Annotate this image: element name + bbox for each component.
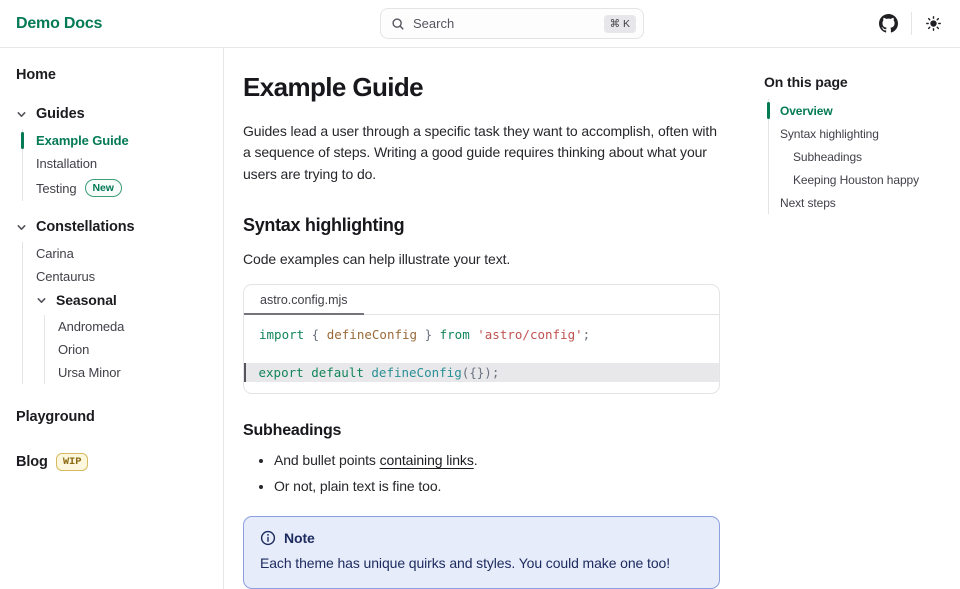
chevron-down-icon [36, 295, 47, 306]
theme-toggle-button[interactable] [923, 13, 944, 34]
github-link[interactable] [877, 12, 900, 35]
site-header [0, 0, 960, 48]
code-token: { [304, 327, 327, 343]
code-content [244, 315, 719, 393]
toc-item-subheadings[interactable]: Subheadings [793, 149, 862, 164]
bullet-text: . [473, 452, 478, 469]
code-line-blank [244, 344, 719, 363]
code-token: 'astro/config' [469, 327, 583, 343]
code-token: from [439, 327, 470, 343]
code-token: ; [582, 327, 591, 343]
sidebar-item-testing[interactable] [23, 175, 213, 201]
search-icon [391, 17, 405, 31]
sidebar-group-constellations-toggle[interactable] [16, 215, 213, 239]
page-title: Example Guide [243, 72, 424, 102]
sidebar-item-playground[interactable]: Playground [16, 409, 95, 425]
search-button[interactable] [380, 8, 644, 39]
search-shortcut: ⌘ K [604, 15, 636, 33]
sidebar-item-installation[interactable]: Installation [36, 156, 97, 171]
github-icon [879, 14, 898, 33]
sidebar-item-carina[interactable]: Carina [36, 246, 74, 261]
header-divider [911, 12, 912, 35]
bullet-item: • Or not, plain text is fine too. [274, 478, 720, 494]
code-token: defineConfig [371, 365, 462, 381]
main-content [224, 48, 748, 589]
note-title: Note [284, 530, 315, 547]
code-tab-filename[interactable]: astro.config.mjs [244, 285, 364, 315]
sidebar-item-home[interactable]: Home [16, 67, 56, 83]
sidebar-item-orion[interactable]: Orion [58, 342, 90, 357]
sidebar-item-andromeda[interactable]: Andromeda [58, 319, 125, 334]
info-icon [260, 530, 276, 546]
wip-badge: WIP [56, 453, 89, 471]
code-line-1 [244, 325, 719, 344]
sidebar-item-label: Blog [16, 454, 48, 470]
sidebar-group-label: Seasonal [56, 292, 117, 308]
toc-heading: On this page [764, 74, 848, 90]
bullet-item [274, 452, 720, 468]
sun-icon [925, 15, 942, 32]
note-body: Each theme has unique quirks and styles. You could make one too! [260, 555, 670, 572]
search-label: Search [413, 16, 455, 31]
bullet-text: And bullet points [274, 452, 380, 469]
app-layout [0, 48, 960, 572]
code-line-highlighted [244, 363, 719, 382]
new-badge: New [85, 179, 122, 197]
note-title-row [260, 530, 703, 546]
code-token: default [311, 365, 364, 381]
code-tab-bar [244, 285, 719, 315]
toc-item-next-steps[interactable]: Next steps [780, 195, 836, 210]
sidebar-group-guides-toggle[interactable] [16, 102, 213, 126]
section-heading-subheadings: Subheadings [243, 422, 342, 440]
toc-list [768, 99, 948, 214]
toc-item-overview[interactable]: Overview [769, 99, 948, 122]
code-block [243, 284, 720, 394]
sidebar-group-seasonal-toggle[interactable] [23, 288, 213, 312]
chevron-down-icon [16, 109, 27, 120]
code-token: } [417, 327, 440, 343]
code-token: import [259, 327, 305, 343]
syntax-intro-paragraph: Code examples can help illustrate your text. [243, 250, 511, 267]
header-actions [877, 12, 944, 35]
sidebar-group-guides [16, 102, 213, 201]
sidebar-item-centaurus[interactable]: Centaurus [36, 269, 96, 284]
sidebar-group-label: Constellations [36, 219, 135, 235]
sidebar-item-ursa-minor[interactable]: Ursa Minor [58, 365, 121, 380]
sidebar-item-label: Testing [36, 180, 77, 196]
sidebar [0, 48, 224, 589]
containing-links-link[interactable]: containing links [379, 452, 474, 469]
code-token: ({}); [461, 365, 500, 381]
code-token: defineConfig [326, 327, 418, 343]
code-token: export [258, 365, 304, 381]
sidebar-group-seasonal [23, 288, 213, 384]
chevron-down-icon [16, 222, 27, 233]
toc-sidebar [748, 48, 960, 589]
sidebar-group-label: Guides [36, 106, 85, 122]
note-callout [243, 516, 720, 589]
section-heading-syntax-highlighting: Syntax highlighting [243, 214, 405, 235]
site-logo[interactable]: Demo Docs [16, 14, 103, 32]
sidebar-item-blog[interactable] [16, 448, 213, 476]
toc-item-syntax-highlighting[interactable]: Syntax highlighting [780, 126, 879, 141]
bullet-list [243, 452, 720, 494]
sidebar-group-constellations [16, 215, 213, 384]
intro-paragraph: Guides lead a user through a specific task they want to accomplish, often with a sequence of steps. Writing a good guide requires thinking about what your users are trying to do. [243, 123, 717, 182]
toc-item-keeping-houston-happy[interactable]: Keeping Houston happy [793, 172, 919, 187]
sidebar-item-example-guide[interactable]: Example Guide [23, 129, 213, 152]
